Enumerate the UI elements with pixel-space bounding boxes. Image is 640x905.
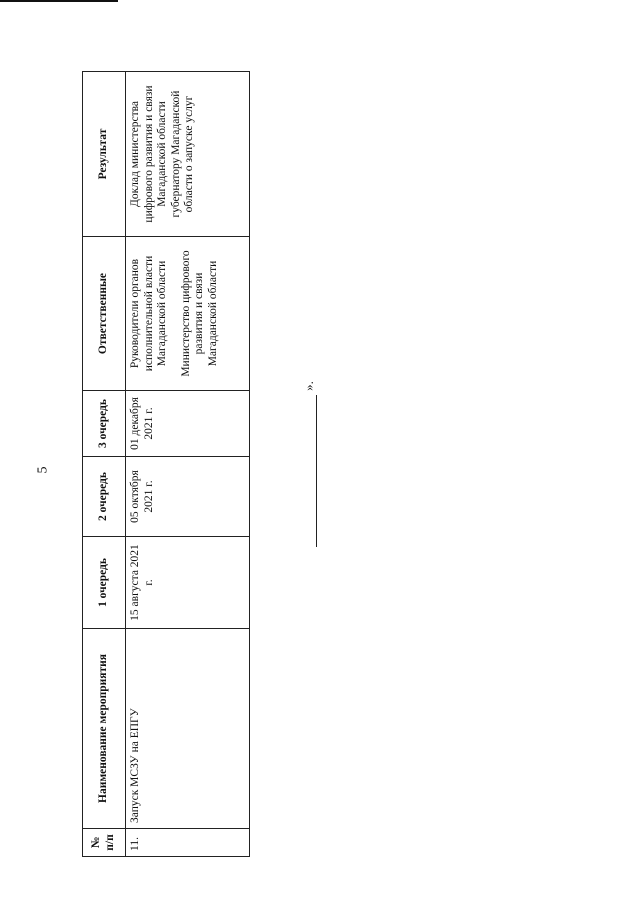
responsible-line-2: Министерство цифрового развития и связи Магаданской области: [179, 250, 219, 377]
cell-num: 11.: [126, 829, 250, 857]
header-responsible: Ответственные: [83, 237, 126, 391]
header-num: № п/п: [83, 829, 126, 857]
signature-line: [316, 395, 317, 547]
responsible-line-1: Руководители органов исполнительной власти Магаданской области: [129, 255, 169, 372]
cell-responsible: [126, 237, 250, 391]
cell-name: Запуск МСЗУ на ЕПГУ: [126, 629, 250, 829]
top-rule: [0, 0, 118, 2]
cell-q3: 01 декабря 2021 г.: [126, 391, 250, 457]
header-q1: 1 очередь: [83, 537, 126, 629]
header-name: Наименование мероприятия: [83, 629, 126, 829]
cell-q2: 05 октября 2021 г.: [126, 457, 250, 537]
cell-q1: 15 августа 2021 г.: [126, 537, 250, 629]
closing-quote-mark: ».: [300, 381, 316, 391]
page-number: 5: [35, 466, 51, 474]
header-result: Результат: [83, 72, 126, 237]
cell-result: Доклад министерства цифрового развития и связи Магаданской области губернатору Магаданской области о запуске услуг: [126, 72, 250, 237]
header-q2: 2 очередь: [83, 457, 126, 537]
header-q3: 3 очередь: [83, 391, 126, 457]
table-header-row: [83, 72, 126, 857]
rotated-table-container: [82, 72, 250, 857]
events-table: [82, 71, 250, 857]
table-row: [126, 72, 250, 857]
